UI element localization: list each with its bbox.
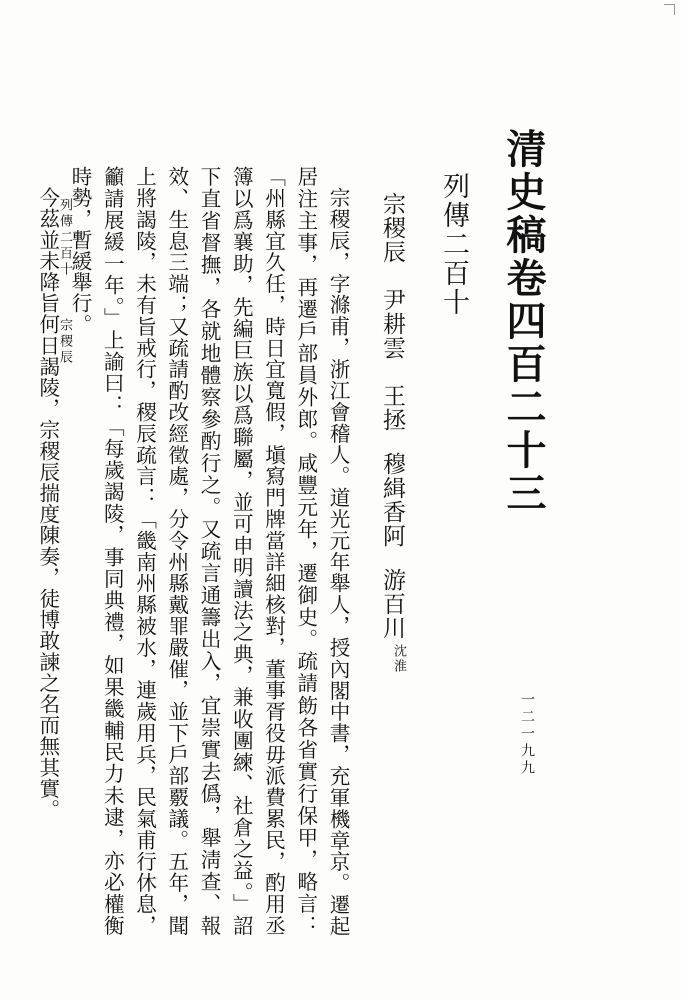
compiler-note: 沈淮 — [391, 644, 406, 674]
margin-label — [58, 198, 71, 366]
subject-name: 尹耕雲 — [379, 288, 405, 360]
subject-name: 穆緝香阿 — [379, 452, 405, 548]
subject-list — [380, 192, 420, 672]
subject-name: 游百川 — [379, 568, 405, 640]
chapter-title: 列傳二百十 — [438, 172, 469, 317]
subject-name: 王拯 — [379, 384, 405, 432]
margin-subject-label: 宗稷辰 — [57, 318, 72, 366]
subject-name: 宗稷辰 — [379, 192, 405, 264]
scan-corner-mark — [664, 4, 675, 15]
book-title: 清史稿卷四百二十三 — [500, 128, 547, 515]
margin-chapter-label: 列傳二百十 — [57, 198, 72, 278]
body-paragraph: 今茲並未降旨何日謁陵，宗稷辰揣度陳奏，徒博敢諫之名而無其實。 — [35, 186, 60, 820]
page-number: 一二一九九 — [519, 692, 535, 777]
body-paragraph: 宗稷辰，字滌甫，浙江會稽人。道光元年舉人，授內閣中書，充軍機章京。遷起居注主事，再遷戶部員外郎。咸豐元年，遷御史。疏請飭各省實行保甲，略言：「州縣宜久任，時日宜寬假，塡寫門牌當詳細核對，董事胥役毋派費累民，酌用丞簿以爲襄助，先編巨族以爲聯屬，並可申明讀法之典，兼收團練、社倉之益。」詔下直省督撫，各就地體察參酌行之。又疏言通籌出入，宜崇實去僞，舉淸查、報效、生息三端；又疏請酌改經徵處，分令州縣戴罪嚴催，並下戶部覈議。五年，聞上將謁陵，未有旨戒行，稷辰疏言：「畿南州縣被水，連歲用兵，民氣甫行休息，籲請展緩一年。」上諭曰：「每歲謁陵，事同典禮，如果畿輔民力未逮，亦必權衡時勢，暫緩舉行。 — [68, 166, 350, 936]
